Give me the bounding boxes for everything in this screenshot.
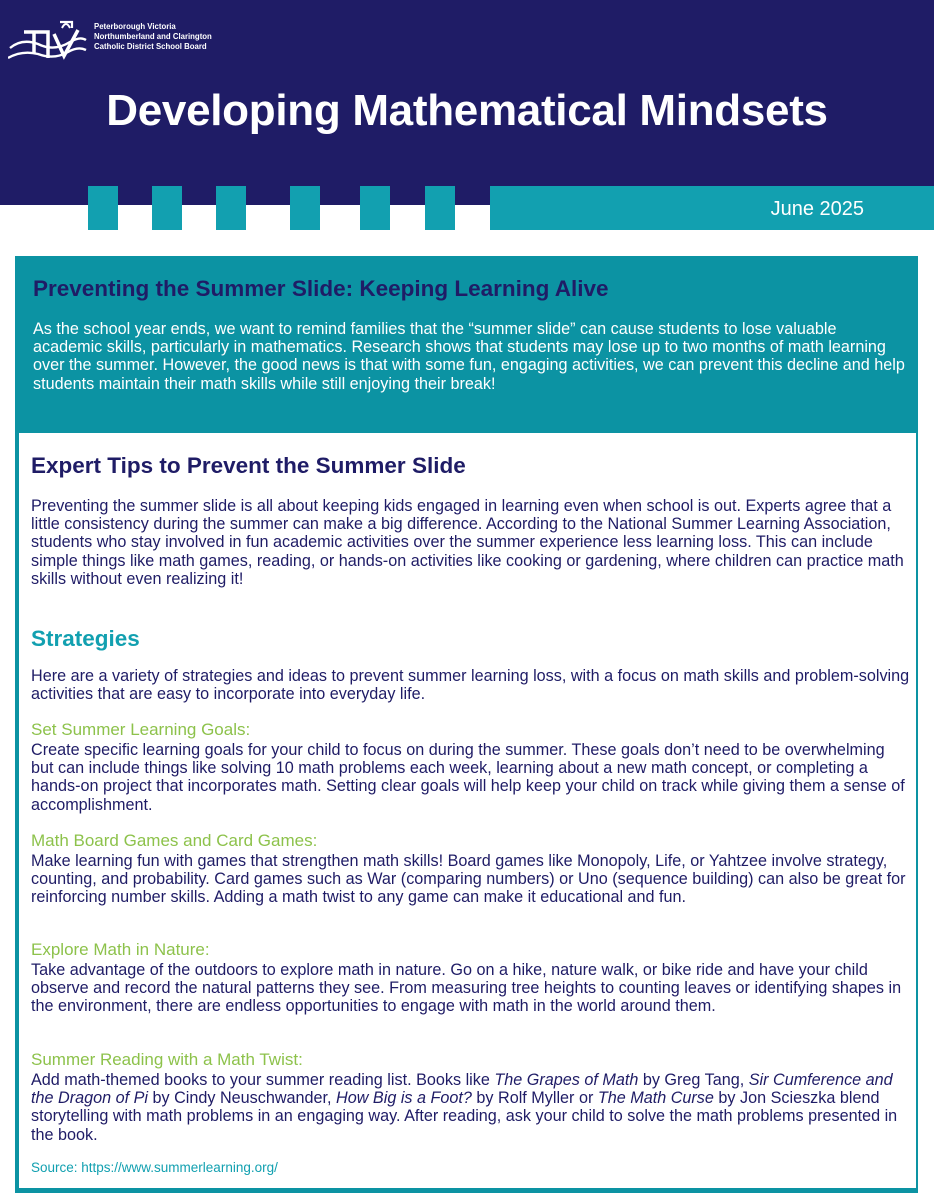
strategy-heading-nature: Explore Math in Nature: — [31, 940, 210, 959]
strategy-heading-goals: Set Summer Learning Goals: — [31, 720, 251, 739]
content-panel — [19, 433, 916, 1188]
reading-text-part: Add math-themed books to your summer reading list. Books like — [31, 1071, 495, 1089]
book-title-sir-cumference: Sir Cumference and the Dragon of Pi — [31, 1071, 893, 1108]
decorative-square-1 — [88, 186, 118, 230]
date-bar — [490, 186, 934, 230]
decorative-square-4 — [290, 186, 320, 230]
decorative-square-3 — [216, 186, 246, 230]
strategy-text-nature: Take advantage of the outdoors to explore math in nature. Go on a hike, nature walk, or bike ride and have your child observe and record the natural patterns they see. From measuring tree heights to counting leaves or identifying shapes in the environment, there are endless opportunities to engage with math in the world around them. — [31, 961, 902, 1016]
page-title: Developing Mathematical Mindsets — [106, 86, 828, 135]
strategy-text-goals: Create specific learning goals for your child to focus on during the summer. These goals don’t need to be overwhelming but can include things like solving 10 math problems each week, learning about a new math concept, or completing a hands-on project that incorporates math. Setting clear goals will help keep your child on track while giving them a sense of accomplishment. — [31, 741, 905, 814]
reading-text-part: by Greg Tang, — [638, 1071, 749, 1089]
strategy-text-games: Make learning fun with games that strengthen math skills! Board games like Monopoly, Life, or Yahtzee involve strategy, counting, and probability. Card games such as War (comparing numbers) or Uno (sequence building) can also be great for reinforcing number skills. Adding a math twist to any game can make it educational and fun. — [31, 852, 906, 907]
strategy-heading-reading: Summer Reading with a Math Twist: — [31, 1050, 303, 1069]
tips-title: Expert Tips to Prevent the Summer Slide — [31, 453, 466, 478]
book-title-how-big-is-a-foot: How Big is a Foot? — [336, 1089, 472, 1108]
intro-title: Preventing the Summer Slide: Keeping Learning Alive — [33, 276, 609, 301]
school-board-logo — [8, 18, 238, 66]
strategies-intro: Here are a variety of strategies and ideas to prevent summer learning loss, with a focus on math skills and problem-solving activities that are easy to incorporate into everyday life. — [31, 667, 910, 704]
school-board-logo-icon — [8, 18, 88, 64]
strategy-heading-games: Math Board Games and Card Games: — [31, 831, 318, 850]
tips-text: Preventing the summer slide is all about keeping kids engaged in learning even when school is out. Experts agree that a little consistency during the summer can make a big difference. According to the National Summer Learning Association, students who stay involved in fun academic activities over the summer experience less learning loss. This can include simple things like math games, reading, or hands-on activities like cooking or gardening, where children can practice math skills without even realizing it! — [31, 497, 904, 588]
decorative-square-2 — [152, 186, 182, 230]
strategy-text-reading — [31, 1071, 911, 1144]
decorative-square-6 — [425, 186, 455, 230]
source-link[interactable]: Source: https://www.summerlearning.org/ — [31, 1160, 278, 1175]
decorative-square-5 — [360, 186, 390, 230]
reading-text-part: by Cindy Neuschwander, — [147, 1089, 337, 1108]
org-line-1: Peterborough Victoria — [94, 22, 176, 31]
header-banner — [0, 0, 934, 205]
intro-text: As the school year ends, we want to remind families that the “summer slide” can cause students to lose valuable academic skills, particularly in mathematics. Research shows that students may lose up to two months of math learning over the summer. However, the good news is that with some fun, engaging activities, we can prevent this decline and help students maintain their math skills while still enjoying their break! — [33, 320, 905, 393]
reading-text-part: by Rolf Myller or — [471, 1089, 598, 1108]
book-title-grapes-of-math: The Grapes of Math — [494, 1071, 639, 1089]
org-line-2: Northumberland and Clarington — [94, 32, 212, 41]
book-title-math-curse: The Math Curse — [597, 1089, 714, 1108]
school-board-name — [94, 22, 212, 52]
issue-date: June 2025 — [770, 198, 864, 220]
reading-text-part: by Jon Scieszka blend storytelling with math problems in an engaging way. After reading, ask your child to solve the math problems presented in the book. — [31, 1089, 898, 1144]
org-line-3: Catholic District School Board — [94, 42, 207, 51]
strategies-title: Strategies — [31, 626, 140, 651]
